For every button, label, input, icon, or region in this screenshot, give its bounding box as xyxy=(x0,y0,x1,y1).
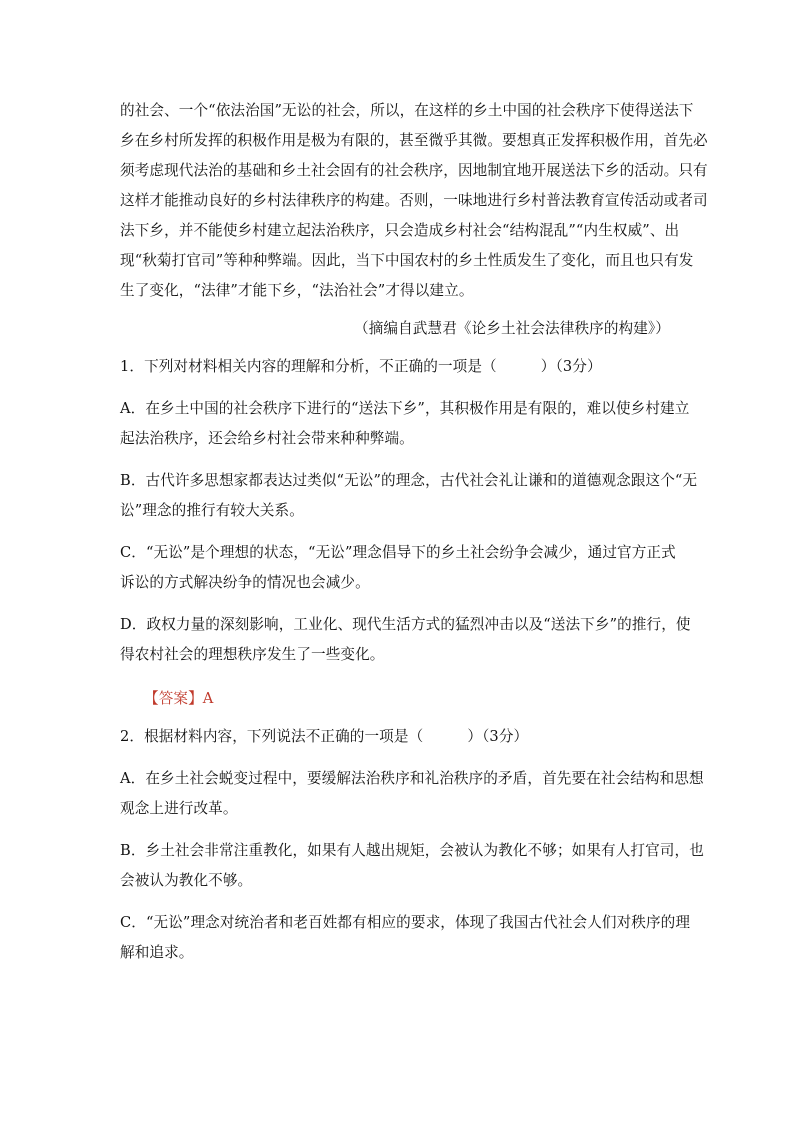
passage-line: 须考虑现代法治的基础和乡土社会固有的社会秩序，因地制宜地开展送法下乡的活动。只有 xyxy=(120,162,708,179)
question-2-option-c xyxy=(120,908,691,968)
question-1-stem: 1．下列对材料相关内容的理解和分析，不正确的一项是（ ）（3分） xyxy=(120,358,602,375)
passage-line: 乡在乡村所发挥的积极作用是极为有限的，甚至微乎其微。要想真正发挥积极作用，首先必 xyxy=(120,132,708,149)
question-2-stem: 2．根据材料内容，下列说法不正确的一项是（ ）（3分） xyxy=(120,728,529,745)
option-line: 得农村社会的理想秩序发生了一些变化。 xyxy=(120,646,385,663)
option-line: C．“无讼”理念对统治者和老百姓都有相应的要求，体现了我国古代社会人们对秩序的理 xyxy=(120,914,691,931)
question-1-answer xyxy=(144,684,676,714)
option-line: A．在乡土中国的社会秩序下进行的“送法下乡”，其积极作用是有限的，难以使乡村建立 xyxy=(120,400,690,417)
option-line: D．政权力量的深刻影响，工业化、现代生活方式的猛烈冲击以及“送法下乡”的推行，使 xyxy=(120,616,691,633)
option-line: 观念上进行改革。 xyxy=(120,800,238,817)
answer-label: 【答案】 xyxy=(144,690,203,707)
option-line: C．“无讼”是个理想的状态，“无讼”理念倡导下的乡土社会纷争会减少，通过官方正式 xyxy=(120,544,676,561)
option-line: B．乡土社会非常注重教化，如果有人越出规矩，会被认为教化不够；如果有人打官司，也 xyxy=(120,842,704,859)
question-1-option-c xyxy=(120,538,676,598)
option-line: B．古代许多思想家都表达过类似“无讼”的理念，古代社会礼让谦和的道德观念跟这个“无 xyxy=(120,472,698,489)
question-1-option-b xyxy=(120,466,698,526)
passage-paragraph xyxy=(120,96,708,306)
question-2-option-a xyxy=(120,764,704,824)
passage-line: 生了变化，“法律”才能下乡，“法治社会”才得以建立。 xyxy=(120,282,474,299)
option-line: 会被认为教化不够。 xyxy=(120,872,253,889)
option-line: A．在乡土社会蜕变过程中，要缓解法治秩序和礼治秩序的矛盾，首先要在社会结构和思想 xyxy=(120,770,704,787)
passage-line: 的社会、一个“依法治国”无讼的社会，所以，在这样的乡土中国的社会秩序下使得送法下 xyxy=(120,102,694,119)
passage-line: 法下乡，并不能使乡村建立起法治秩序，只会造成乡村社会“结构混乱”“内生权威”、出 xyxy=(120,222,680,239)
document-content xyxy=(120,96,708,968)
answer-value: A xyxy=(202,690,214,707)
option-line: 诉讼的方式解决纷争的情况也会减少。 xyxy=(120,574,370,591)
option-line: 解和追求。 xyxy=(120,944,194,961)
question-1-option-a xyxy=(120,394,690,454)
option-line: 起法治秩序，还会给乡村社会带来种种弊端。 xyxy=(120,430,414,447)
question-2-option-b xyxy=(120,836,704,896)
passage-line: 这样才能推动良好的乡村法律秩序的构建。否则，一味地进行乡村普法教育宣传活动或者司 xyxy=(120,192,708,209)
question-1-option-d xyxy=(120,610,691,670)
option-line: 讼”理念的推行有较大关系。 xyxy=(120,502,304,519)
passage-line: 现“秋菊打官司”等种种弊端。因此，当下中国农村的乡土性质发生了变化，而且也只有发 xyxy=(120,252,694,269)
passage-source: （摘编自武慧君《论乡土社会法律秩序的构建》） xyxy=(354,320,670,337)
